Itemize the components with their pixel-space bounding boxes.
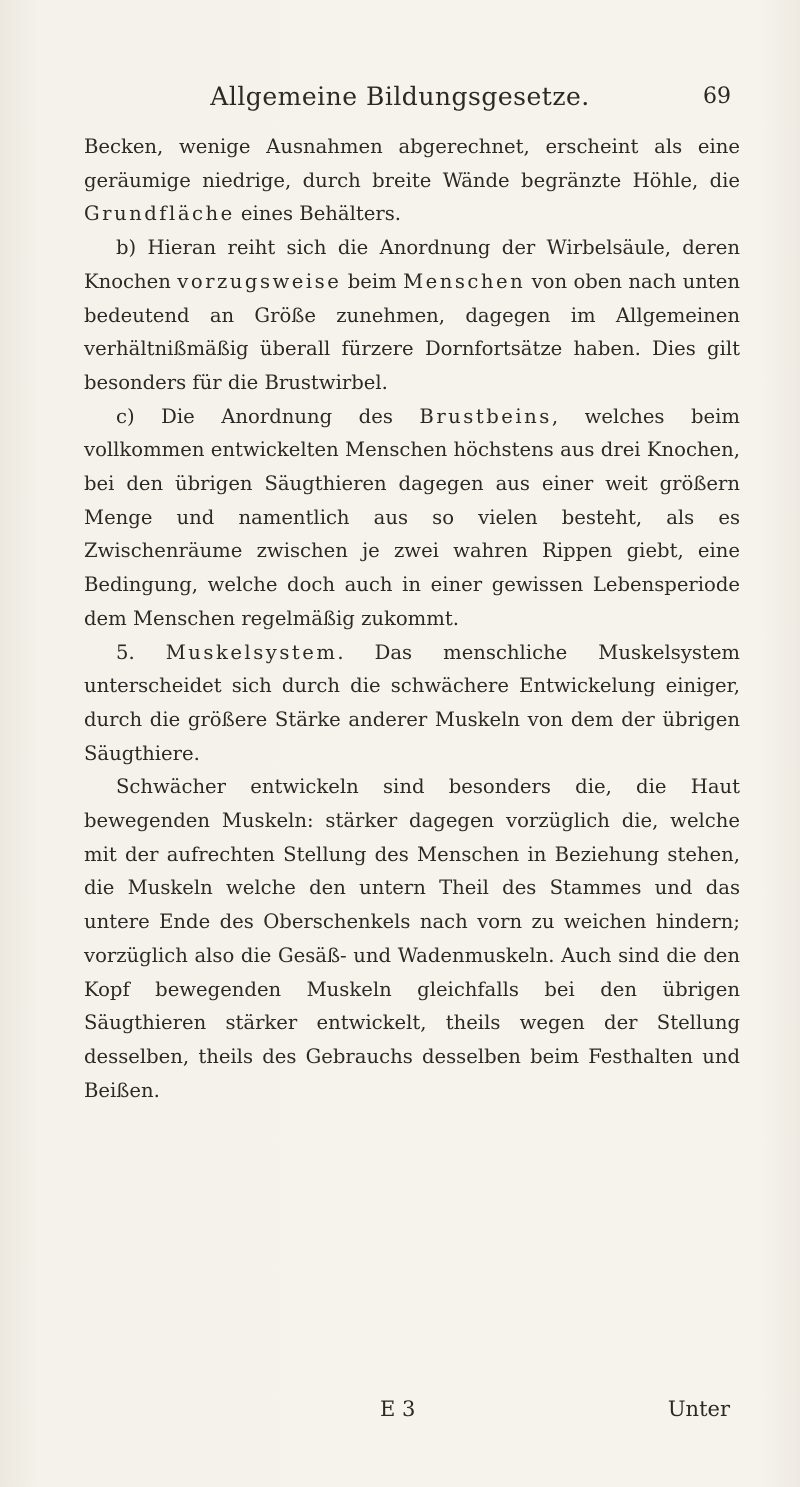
paragraph-text: . Das menschliche Muskelsystem unterscheidet sich durch die schwächere Entwickelung einiger, durch die größere Stärke anderer Muskeln von dem der übrigen Säugthiere.	[84, 640, 740, 765]
paragraph-text: von oben nach unten bedeutend an Größe zunehmen, dagegen im Allgemeinen verhältnißmäßig überall fürzere Dornfortsätze haben. Dies gilt besonders für die Brustwirbel.	[84, 269, 740, 394]
paragraph-wirbelsaeule	[84, 231, 740, 400]
page-footer	[0, 1397, 800, 1427]
emphasized-term: Brustbeins	[419, 404, 552, 428]
paragraph-text: Schwächer entwickeln sind besonders die, die Haut bewegenden Muskeln: stärker dagegen vorzüglich die, welche mit der aufrechten Stellung des Menschen in Beziehung stehen, die Muskeln welche den untern Theil des Stammes und das untere Ende des Oberschenkels nach vorn zu weichen hindern; vorzüglich also die Gesäß- und Wadenmuskeln. Auch sind die den Kopf bewegenden Muskeln gleichfalls bei den übrigen Säugthieren stärker entwickelt, theils wegen der Stellung desselben, theils des Gebrauchs desselben beim Festhalten und Beißen.	[84, 775, 740, 1102]
emphasized-term: Grundfläche	[84, 202, 235, 226]
running-title: Allgemeine Bildungsgesetze.	[210, 82, 590, 111]
page-header	[0, 82, 800, 122]
paragraph-text: , welches beim vollkommen entwickelten Menschen höchstens aus drei Knochen, bei den übrigen Säugthieren dagegen aus einer weit größern Menge und namentlich aus so vielen besteht, als es Zwischenräume zwischen je zwei wahren Rippen giebt, eine Bedingung, welche doch auch in einer gewissen Lebensperiode dem Menschen regelmäßig zukommt.	[84, 404, 740, 630]
emphasized-term: Muskelsystem	[165, 640, 338, 664]
paragraph-text: 5.	[116, 640, 166, 664]
paragraph-becken	[84, 130, 740, 231]
paragraph-text: c) Die Anordnung des	[116, 404, 420, 428]
paragraph-text: eines Behälters.	[234, 202, 401, 226]
emphasized-term: Menschen	[403, 269, 526, 293]
paragraph-muskelsystem	[84, 636, 740, 771]
paragraph-text: b) Hieran reiht sich die Anordnung der Wirbelsäule, deren Knochen	[84, 236, 740, 293]
paragraph-schwaecher	[84, 770, 740, 1107]
emphasized-term: vorzugsweise	[177, 269, 342, 293]
paragraph-brustbein	[84, 400, 740, 636]
paragraph-text: beim	[341, 269, 404, 293]
page-number: 69	[703, 84, 731, 109]
body-text	[84, 130, 740, 1107]
signature-mark: E 3	[380, 1397, 416, 1421]
paragraph-text: Becken, wenige Ausnahmen abgerechnet, erscheint als eine geräumige niedrige, durch breite Wände begränzte Höhle, die	[84, 135, 740, 192]
catchword: Unter	[667, 1397, 730, 1421]
